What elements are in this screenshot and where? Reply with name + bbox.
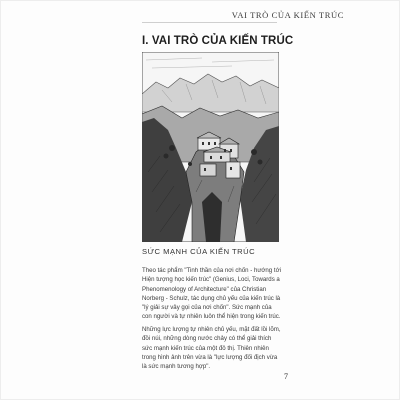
monastery-illustration <box>142 52 279 242</box>
header-rule <box>142 22 277 23</box>
body-paragraph: Những lực lượng tự nhiên chủ yếu, mặt đất lồi lõm, đồi núi, những dòng nước chảy có thể giải thích sức mạnh kiến trúc của một đô thị. Thiên nhiên trong hình ảnh trên vừa là "lực lượng đối địch vừa là sức mạnh tương hợp". <box>142 326 281 371</box>
section-title: I. VAI TRÒ CỦA KIẾN TRÚC <box>142 35 294 47</box>
page-number: 7 <box>284 372 288 381</box>
subsection-title: SỨC MẠNH CỦA KIẾN TRÚC <box>142 247 256 256</box>
body-paragraph: Theo tác phẩm "Tinh thần của nơi chốn - hướng tới Hiện tượng học kiến trúc" (Genius, Loci, Towards a Phenomenology of Architecture" của Christian Norberg - Schulz, tác dụng chủ yếu của kiến trúc là "lý giải sự vây gọi của nơi chốn". Sức mạnh của con người và tự nhiên luôn thể hiện trong kiến trúc. <box>142 267 281 321</box>
running-header: VAI TRÒ CỦA KIẾN TRÚC <box>231 10 344 20</box>
